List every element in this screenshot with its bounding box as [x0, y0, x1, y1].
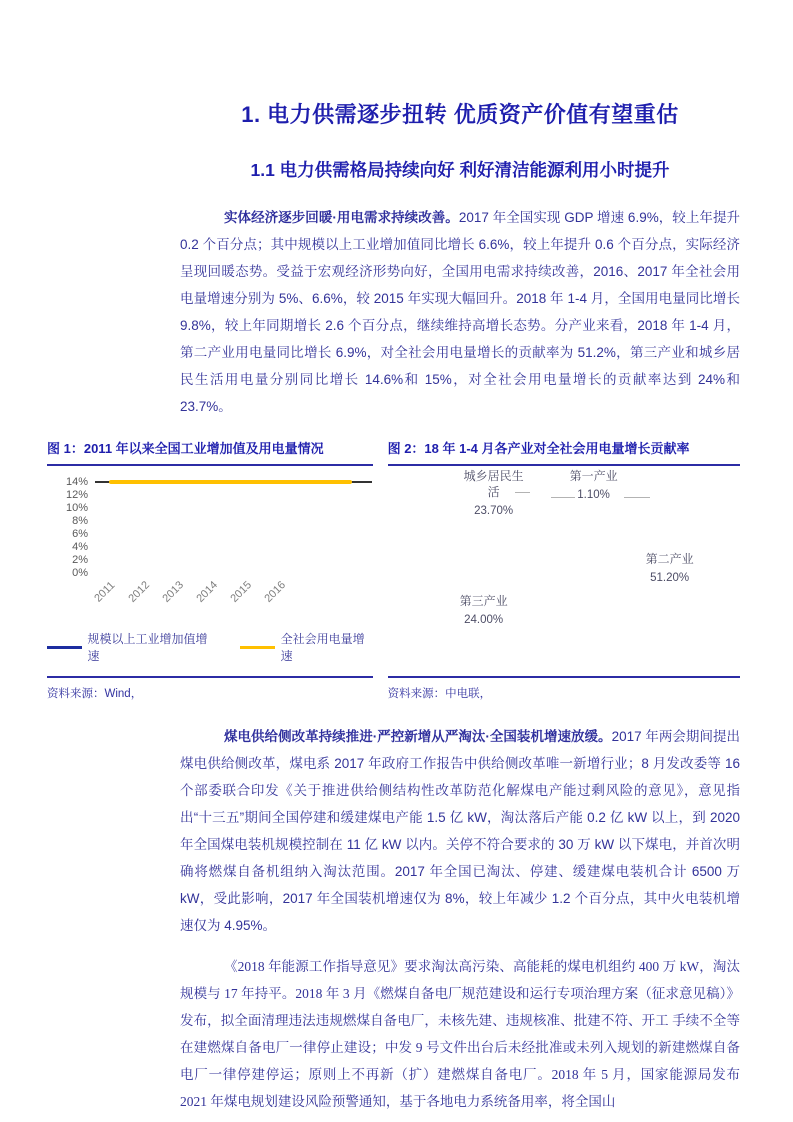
y-axis-tick: 4%	[72, 541, 88, 553]
pie-label-tertiary-industry	[449, 593, 519, 628]
pie-label-value: 23.70%	[474, 505, 514, 517]
pie-label-name: 城乡居民生活	[463, 469, 524, 499]
figure-1	[47, 436, 373, 701]
x-axis-label: 2014	[194, 579, 221, 605]
paragraph-2-text: 2017 年两会期间提出煤电供给侧改革，煤电系 2017 年政府工作报告中供给侧改革唯一新增行业；8 月发改委等 16 个部委联合印发《关于推进供给侧结构性改革防范化解煤电产能过剩风险的意见》，意见指出“十三五”期间全国停建和缓建煤电产能 1.5 亿 kW，淘汰落后产能 0.2 亿 kW 以上，到 2020 年全国煤电装机规模控制在 11 亿 kW 以内。关停不符合要求的 30 万 kW 以下煤电，并首次明确将燃煤自备机组纳入淘汰范围。2017 年全国已淘汰、停建、缓建煤电装机合计 6500 万 kW，受此影响，2017 年全国装机增速仅为 8%，较上年减少 1.2 个百分点，其中火电装机增速仅为 4.95%。	[180, 729, 740, 933]
legend-item-electricity	[240, 630, 373, 664]
pie-label-name: 第一产业	[569, 469, 618, 483]
pie-label-value: 1.10%	[577, 489, 610, 501]
x-axis-label: 2011	[92, 579, 118, 605]
legend-swatch-gold	[240, 646, 275, 649]
body-column	[180, 204, 740, 420]
figure-2-caption: 图 2：18 年 1-4 月各产业对全社会用电量增长贡献率	[387, 441, 690, 456]
figure-1-caption: 图 1：2011 年以来全国工业增加值及用电量情况	[47, 441, 324, 456]
x-axis-label: 2012	[126, 579, 153, 605]
y-axis-tick: 2%	[72, 554, 88, 566]
y-axis-tick: 14%	[65, 476, 88, 488]
body-column-lower	[180, 723, 740, 1115]
leader-line	[515, 492, 530, 493]
pie-label-value: 51.20%	[650, 572, 690, 584]
page-title: 1. 电力供需逐步扭转 优质资产价值有望重估	[241, 102, 679, 127]
leader-line	[624, 497, 650, 498]
pie-label-value: 24.00%	[464, 614, 504, 626]
section-title: 1.1 电力供需格局持续向好 利好清洁能源利用小时提升	[250, 160, 670, 180]
y-axis-tick: 0%	[72, 567, 88, 579]
x-axis-label: 2013	[160, 579, 187, 605]
pie-label-name: 第三产业	[459, 594, 508, 608]
paragraph-2	[180, 723, 740, 939]
line-series-electricity	[109, 480, 352, 484]
pie-label-secondary-industry	[635, 551, 705, 586]
figure-1-source: 资料来源：Wind，	[47, 688, 143, 700]
legend-label: 规模以上工业增加值增速	[87, 632, 208, 663]
y-axis-tick: 12%	[65, 489, 88, 501]
leader-line	[551, 497, 575, 498]
paragraph-3	[180, 953, 740, 1115]
paragraph-1-lead: 实体经济逐步回暖·用电需求持续改善。	[224, 210, 459, 225]
legend-label: 全社会用电量增速	[280, 632, 365, 663]
paragraph-2-lead: 煤电供给侧改革持续推进·严控新增从严淘汰·全国装机增速放缓。	[224, 729, 612, 744]
figure-2	[388, 436, 740, 701]
y-axis-tick: 8%	[72, 515, 88, 527]
y-axis	[47, 476, 88, 580]
figure-1-chart	[47, 466, 373, 676]
legend-item-industrial	[47, 630, 214, 664]
y-axis-tick: 6%	[72, 528, 88, 540]
paragraph-3-text: 《2018 年能源工作指导意见》要求淘汰高污染、高能耗的煤电机组约 400 万 kW，淘汰规模与 17 年持平。2018 年 3 月《燃煤自备电厂规范建设和运行专项治理方案（征求意见稿）》发布，拟全面清理违法违规燃煤自备电厂，未核先建、违规核准、批建不符、开工 手续不全等在建燃煤自备电厂一律停止建设；中发 9 号文件出台后未经批准或未列入规划的新建燃煤自备电厂一律停建停运；原则上不再新（扩）建燃煤自备电厂。2018 年 5 月，国家能源局发布 2021 年煤电规划建设风险预警通知，基于各地电力系统备用率，将全国山	[180, 959, 740, 1109]
figure-2-chart	[388, 466, 740, 676]
x-axis-label: 2016	[262, 579, 289, 605]
x-axis-label: 2015	[228, 579, 255, 605]
paragraph-1	[180, 204, 740, 420]
figure-2-source: 资料来源：中电联，	[387, 688, 492, 700]
pie-label-name: 第二产业	[645, 552, 694, 566]
paragraph-1-text: 2017 年全国实现 GDP 增速 6.9%，较上年提升 0.2 个百分点；其中规模以上工业增加值同比增长 6.6%，较上年提升 0.6 个百分点，实际经济呈现回暖态势。受益于宏观经济形势向好，全国用电需求持续改善，2016、2017 年全社会用电量增速分别为 5%、6.6%，较 2015 年实现大幅回升。2018 年 1-4 月，全国用电量同比增长 9.8%，较上年同期增长 2.6 个百分点，继续维持高增长态势。分产业来看，2018 年 1-4 月，第二产业用电量同比增长 6.9%，对全社会用电量增长的贡献率为 51.2%，第三产业和城乡居民生活用电量分别同比增长 14.6%和 15%，对全社会用电量增长的贡献率达到 24%和 23.7%。	[180, 210, 740, 414]
y-axis-tick: 10%	[65, 502, 88, 514]
pie-label-urban-residential	[462, 468, 526, 519]
legend-swatch-navy	[47, 646, 82, 649]
figure-row	[47, 436, 740, 701]
chart-legend	[47, 630, 373, 664]
